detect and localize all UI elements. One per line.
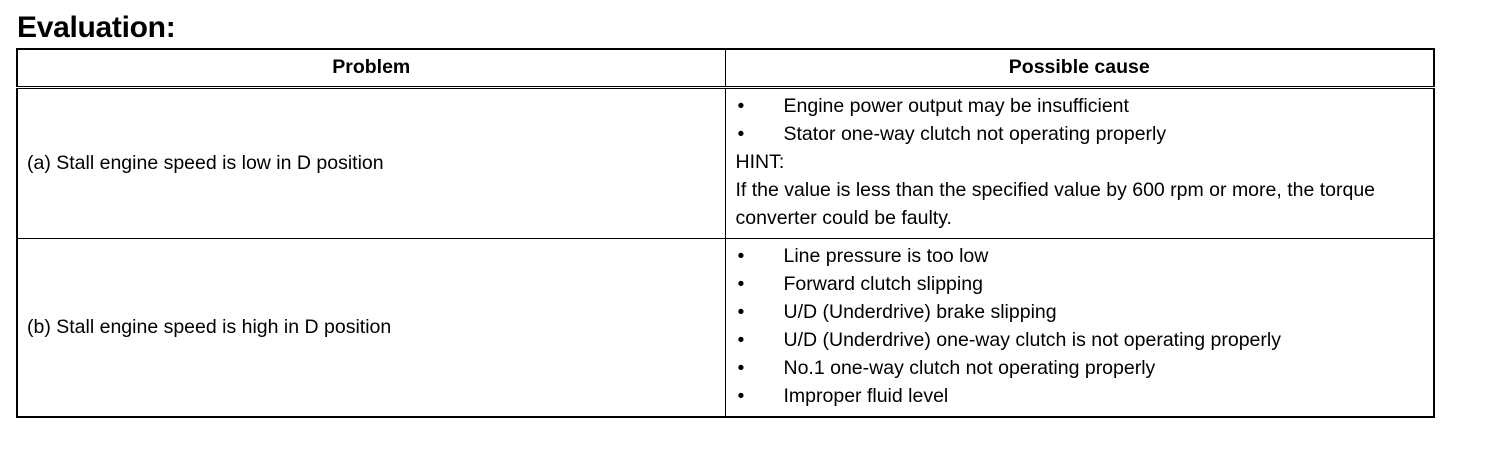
bullet-icon: • [737, 356, 745, 379]
cause-text: No.1 one-way clutch not operating properly [783, 356, 1156, 379]
cause-text: Improper fluid level [783, 384, 949, 407]
cause-item [736, 298, 1424, 326]
cause-item [736, 326, 1424, 354]
bullet-icon: • [737, 300, 745, 323]
cause-cell [725, 87, 1434, 238]
hint-text: If the value is less than the specified value by 600 rpm or more, the torque converter could be faulty. [735, 178, 1376, 229]
cause-text: Line pressure is too low [783, 244, 989, 267]
hint-label: HINT: [735, 150, 785, 173]
cause-item [736, 270, 1424, 298]
bullet-icon: • [737, 94, 745, 117]
cause-item [736, 92, 1424, 120]
header-possible-cause: Possible cause [725, 49, 1434, 87]
table-row [17, 87, 1434, 238]
cause-item [736, 382, 1424, 410]
page-heading: Evaluation: [17, 11, 176, 44]
cause-cell [725, 238, 1434, 417]
cause-text: Engine power output may be insufficient [783, 94, 1129, 117]
evaluation-table [16, 48, 1435, 418]
cause-item [736, 354, 1424, 382]
bullet-icon: • [737, 328, 745, 351]
cause-text: Stator one-way clutch not operating properly [783, 122, 1167, 145]
cause-text: Forward clutch slipping [783, 272, 983, 295]
problem-cell [17, 238, 725, 417]
problem-cell [17, 87, 725, 238]
cause-text: U/D (Underdrive) one-way clutch is not operating properly [783, 328, 1281, 351]
cause-item [736, 242, 1424, 270]
bullet-icon: • [737, 272, 745, 295]
table-row [17, 238, 1434, 417]
cause-text: U/D (Underdrive) brake slipping [783, 300, 1057, 323]
bullet-icon: • [737, 384, 745, 407]
bullet-icon: • [737, 122, 745, 145]
problem-text: (b) Stall engine speed is high in D position [27, 315, 392, 338]
cause-item [736, 120, 1424, 148]
bullet-icon: • [737, 244, 745, 267]
header-problem: Problem [17, 49, 725, 87]
table-header-row [17, 49, 1434, 87]
problem-text: (a) Stall engine speed is low in D position [27, 151, 384, 174]
